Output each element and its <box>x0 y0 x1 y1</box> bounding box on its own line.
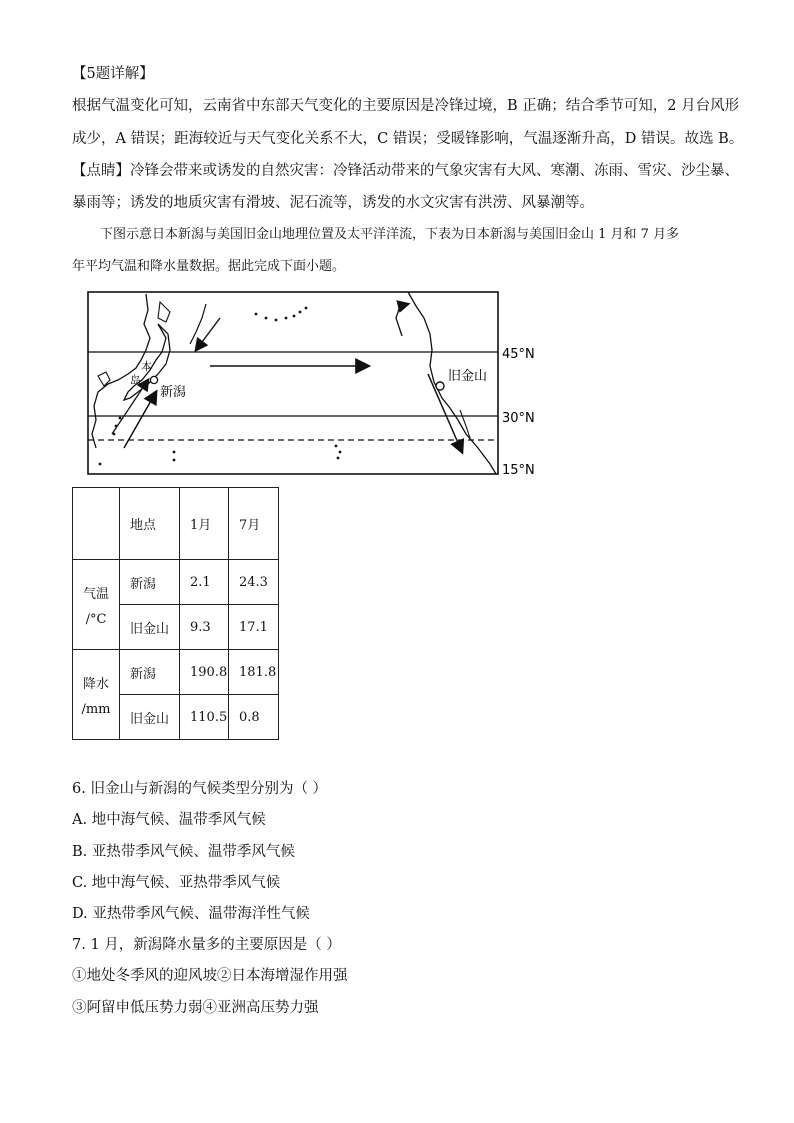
table-corner-cell <box>73 488 120 560</box>
table-header-jul: 7月 <box>229 488 279 560</box>
question-6-option-d[interactable]: D. 亚热带季风气候、温带海洋性气候 <box>72 906 310 922</box>
table-cell-jul: 0.8 <box>229 695 279 740</box>
niigata-marker <box>150 376 157 383</box>
honshu-label-1: 本 <box>141 360 152 373</box>
question-7-statements-1-2: ①地处冬季风的迎风坡②日本海增湿作用强 <box>72 968 348 984</box>
honshu-label-2: 岛 <box>130 374 141 387</box>
san-francisco-marker <box>436 382 444 390</box>
question-7-stem: 7. 1 月，新潟降水量多的主要原因是（ ） <box>72 937 341 953</box>
tsushima-current-arrow <box>112 380 148 434</box>
table-header-jan: 1月 <box>180 488 229 560</box>
table-cell-place: 旧金山 <box>120 605 180 650</box>
table-header-place: 地点 <box>120 488 180 560</box>
niigata-label: 新潟 <box>160 385 187 400</box>
table-cell-jul: 181.8 <box>229 650 279 695</box>
japan-hokkaido <box>158 302 170 322</box>
group-label-line: 降水 <box>82 676 109 692</box>
climate-data-table <box>72 487 279 740</box>
group-label-unit: /mm <box>81 701 111 717</box>
kuril-coast <box>190 304 206 344</box>
lat-label-45n: 45°N <box>502 347 535 362</box>
table-cell-jul: 17.1 <box>229 605 279 650</box>
intro-text: 下图示意日本新潟与美国旧金山地理位置及太平洋洋流，下表为日本新潟与美国旧金山 1 月和 7 月多 <box>100 227 680 242</box>
question-7-statements-3-4: ③阿留申低压势力弱④亚洲高压势力强 <box>72 1000 319 1016</box>
lat-label-15n: 15°N <box>502 463 535 478</box>
group-label-temperature <box>73 560 120 650</box>
intro-text: 年平均气温和降水量数据。据此完成下面小题。 <box>72 259 346 274</box>
answer-heading: 【5题详解】 <box>72 66 154 82</box>
table-cell-place: 新潟 <box>120 650 180 695</box>
explanation-text: 成少，A 错误；距海较近与天气变化关系不大，C 错误；受暖锋影响，气温逐渐升高，D 错误。故选 B。 <box>72 131 744 147</box>
question-6-stem: 6. 旧金山与新潟的气候类型分别为（ ） <box>72 781 328 797</box>
group-label-unit: /°C <box>85 611 107 627</box>
table-cell-jul: 24.3 <box>229 560 279 605</box>
pacific-map-figure <box>86 288 546 480</box>
table-cell-jan: 2.1 <box>180 560 229 605</box>
table-row <box>73 650 279 695</box>
question-6-option-b[interactable]: B. 亚热带季风气候、温带季风气候 <box>72 844 295 860</box>
explanation-text: 根据气温变化可知，云南省中东部天气变化的主要原因是冷锋过境，B 正确；结合季节可知，2 月台风形 <box>72 98 740 114</box>
baja-peninsula <box>460 410 470 438</box>
table-row <box>73 560 279 605</box>
table-cell-place: 旧金山 <box>120 695 180 740</box>
tip-text: 暴雨等；诱发的地质灾害有滑坡、泥石流等，诱发的水文灾害有洪涝、风暴潮等。 <box>72 195 594 211</box>
san-francisco-label: 旧金山 <box>448 369 488 384</box>
group-label-line: 气温 <box>82 586 109 602</box>
table-cell-jan: 190.8 <box>180 650 229 695</box>
question-6-option-a[interactable]: A. 地中海气候、温带季风气候 <box>72 812 266 828</box>
tip-text: 【点睛】冷锋会带来或诱发的自然灾害：冷锋活动带来的气象灾害有大风、寒潮、冻雨、雪灾、沙尘暴、 <box>72 163 739 179</box>
table-header-row <box>73 488 279 560</box>
table-cell-jan: 9.3 <box>180 605 229 650</box>
question-6-option-c[interactable]: C. 地中海气候、亚热带季风气候 <box>72 875 281 891</box>
group-label-precipitation <box>73 650 120 740</box>
alaska-current-arrow <box>396 304 408 336</box>
table-cell-jan: 110.5 <box>180 695 229 740</box>
table-cell-place: 新潟 <box>120 560 180 605</box>
lat-label-30n: 30°N <box>502 411 535 426</box>
